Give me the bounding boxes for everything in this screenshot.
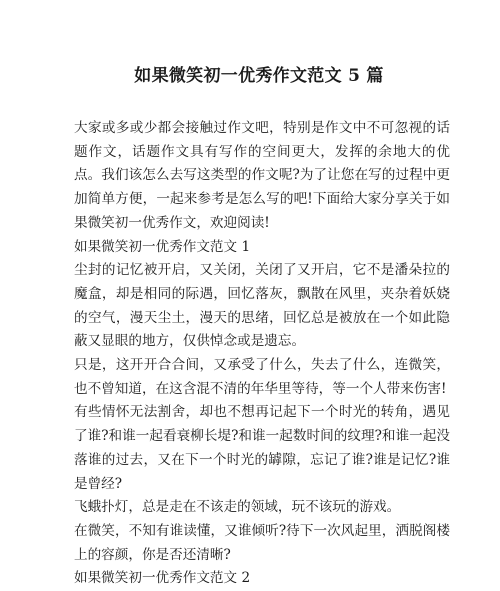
essay-paragraph: 有些情怀无法割舍，却也不想再记起下一个时光的转角，遇见了谁?和谁一起看衰柳长堤?和谁一起数时间的纹理?和谁一起没落谁的过去，又在下一个时光的罅隙，忘记了谁?谁是记忆?谁是曾经? [74,404,450,492]
essay-paragraph: 飞蛾扑灯，总是走在不该走的领域，玩不该玩的游戏。 [74,499,401,516]
section-heading-1: 如果微笑初一优秀作文范文 1 [74,238,251,255]
essay-paragraph: 尘封的记忆被开启，又关闭，关闭了又开启，它不是潘朵拉的魔盒，却是相同的际遇，回忆落灰，飘散在风里，夹杂着妖娆的空气，漫天尘土，漫天的思绪，回忆总是被放在一个如此隐蔽又显眼的地方，仅供悼念或是遗忘。 [74,262,450,350]
document-body [74,117,450,591]
document-title: 如果微笑初一优秀作文范文 5 篇 [134,66,384,86]
essay-paragraph: 在微笑，不知有谁读懂，又谁倾听?待下一次风起里，洒脱阁楼上的容颜，你是否还清晰? [74,522,450,563]
section-heading-2: 如果微笑初一优秀作文范文 2 [74,570,251,587]
intro-paragraph: 大家或多或少都会接触过作文吧，特别是作文中不可忽视的话题作文，话题作文具有写作的空间更大，发挥的余地大的优点。我们该怎么去写这类型的作文呢?为了让您在写的过程中更加简单方便，一起来参考是怎么写的吧!下面给大家分享关于如果微笑初一优秀作文，欢迎阅读! [74,120,450,231]
essay-paragraph: 只是，这开开合合间，又承受了什么，失去了什么，连微笑，也不曾知道，在这含混不清的年华里等待，等一个人带来伤害! [74,357,450,397]
